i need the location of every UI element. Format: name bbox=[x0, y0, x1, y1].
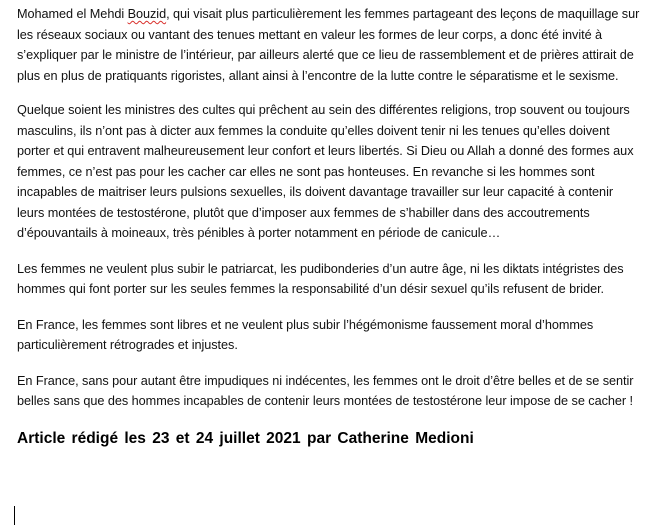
paragraph-2[interactable]: Quelque soient les ministres des cultes qui prêchent au sein des différentes religions, trop souvent ou toujours masculins, ils n’ont pas à dicter aux femmes la conduite qu’elles doivent tenir ni les tenues qu’elles doivent porter et qui entravent malheureusement leur confort et leurs libertés. Si Dieu ou Allah a donné des formes aux femmes, ce n’est pas pour les cacher car elles ne sont pas honteuses. En revanche si les hommes sont incapables de maitriser leurs pulsions sexuelles, ils doivent davantage travailler sur leur capacité à contenir leurs montées de testostérone, plutôt que d’imposer aux femmes de s’habiller dans des accoutrements d’épouvantails à moineaux, très pénibles à porter notamment en période de canicule… bbox=[17, 103, 634, 240]
paragraph-4[interactable]: En France, les femmes sont libres et ne veulent plus subir l’hégémonisme faussement moral d’hommes particulièrement rétrogrades et injustes. bbox=[17, 317, 594, 352]
paragraph-1-text: , qui visait plus particulièrement les femmes partageant des leçons de maquillage sur les réseaux sociaux ou vantant des tenues mettant en valeur les formes de leur corps, a donc été invité à s’expliquer par le ministre de l’intérieur, par ailleurs alerté que ce lieu de rassemblement et de prières attirait de plus en plus de pratiquants rigoristes, allant ainsi à l’encontre de la lutte contre le séparatisme et le sexisme. bbox=[17, 7, 640, 83]
text-cursor bbox=[14, 506, 15, 525]
spellcheck-flagged-word[interactable]: Bouzid bbox=[127, 7, 167, 21]
paragraph-3[interactable]: Les femmes ne veulent plus subir le patriarcat, les pudibonderies d’un autre âge, ni les diktats intégristes des hommes qui font porter sur les seules femmes la responsabilité d’un désir sexuel qu’ils refusent de brider. bbox=[17, 261, 624, 296]
article-signature[interactable]: Article rédigé les 23 et 24 juillet 2021 par Catherine Medioni bbox=[17, 429, 474, 447]
paragraph-1[interactable] bbox=[17, 4, 642, 86]
paragraph-5[interactable]: En France, sans pour autant être impudiques ni indécentes, les femmes ont le droit d’être belles et de se sentir belles sans que des hommes incapables de contenir leurs montées de testostérone leur impose de se cacher ! bbox=[17, 373, 634, 408]
author-name: Mohamed el Mehdi bbox=[17, 7, 125, 21]
